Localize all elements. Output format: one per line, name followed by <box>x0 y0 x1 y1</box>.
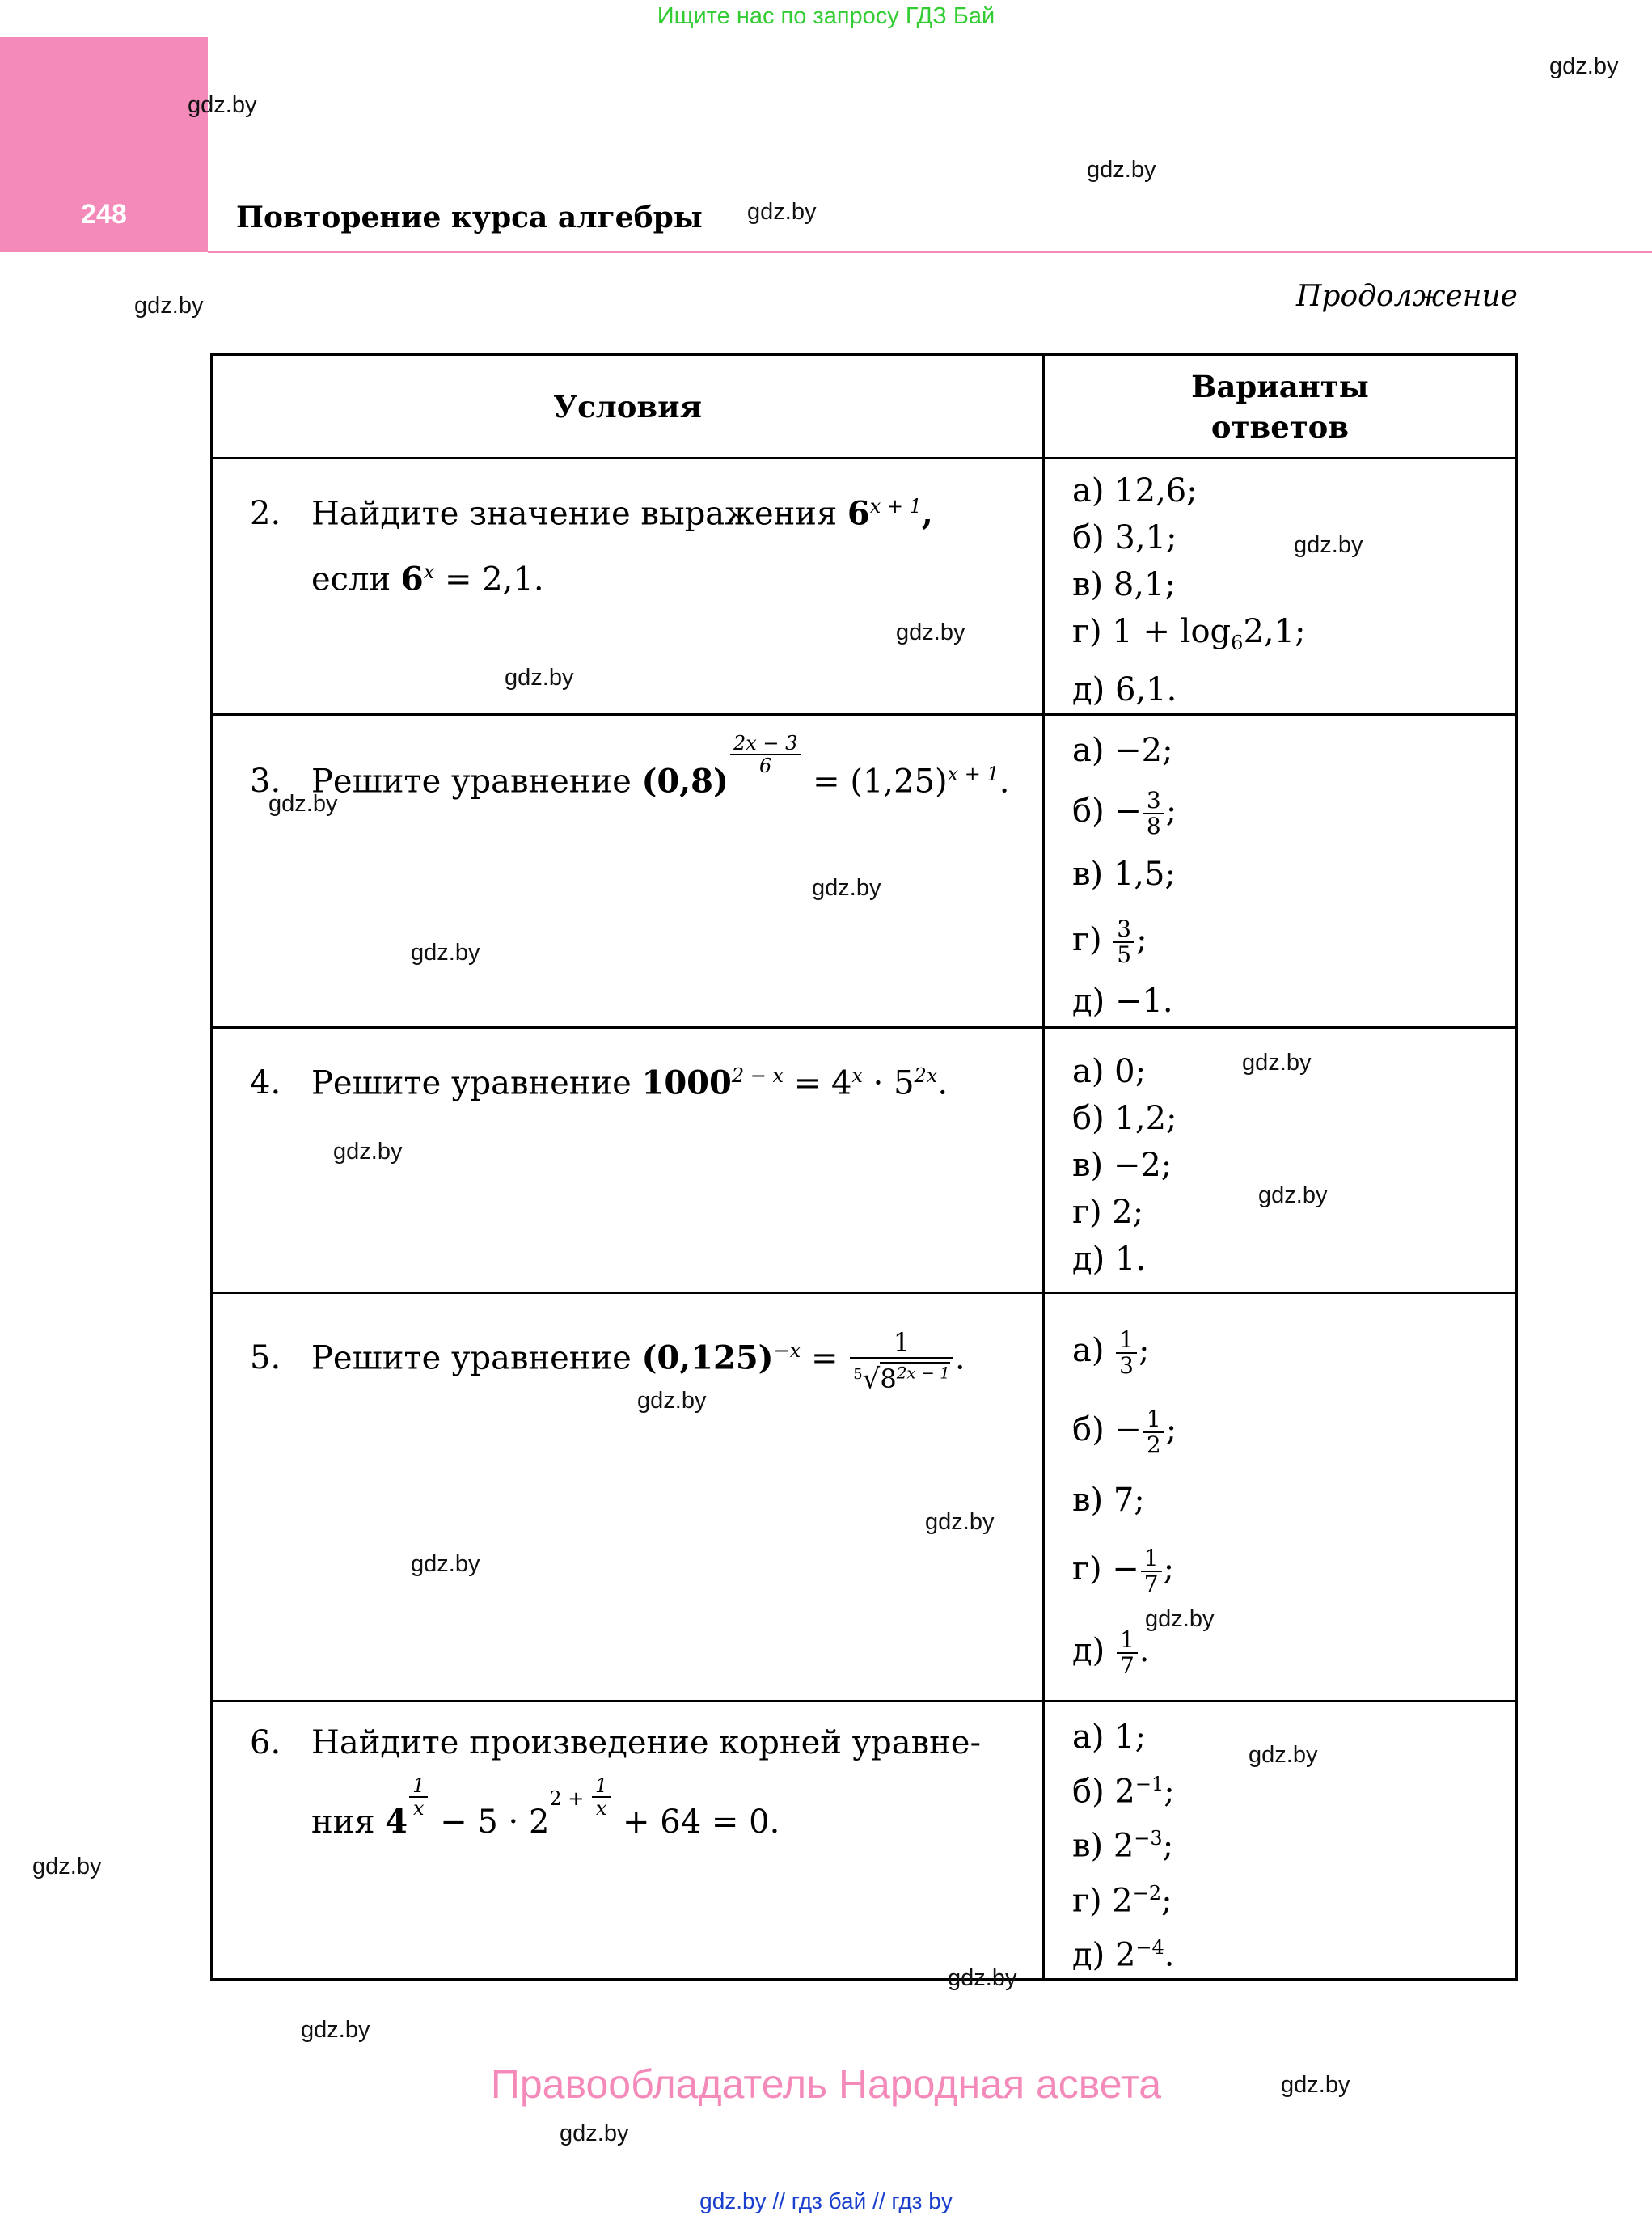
option-d-fraction <box>1117 1628 1138 1678</box>
task-text: Решите уравнение <box>311 1339 632 1377</box>
math-base: 4 <box>385 1803 408 1841</box>
task-3-condition <box>212 715 1044 1028</box>
option-v: в) 1,5; <box>1072 856 1176 893</box>
option-g-tail: 2,1; <box>1243 613 1306 650</box>
task-text: Найдите значение выражения <box>311 495 838 533</box>
option-g-fraction <box>1141 1546 1162 1596</box>
watermark: gdz.by <box>896 619 965 645</box>
option-d-tail: . <box>1139 1632 1150 1669</box>
fraction-numerator: 1 <box>409 1775 428 1798</box>
task-2-options <box>1044 459 1517 715</box>
math-base: 6 <box>400 560 424 598</box>
fraction-denominator: 3 <box>1119 1352 1134 1379</box>
continued-label: Продолжение <box>1296 280 1518 313</box>
option-v-exponent: −3 <box>1134 1827 1163 1850</box>
fraction-denominator: x <box>595 1797 607 1820</box>
math-exponent: x <box>851 1064 863 1087</box>
option-b-exponent: −1 <box>1134 1773 1164 1795</box>
task-5-options <box>1044 1293 1517 1702</box>
option-g-text: г) − <box>1072 1550 1139 1588</box>
task-2-condition <box>212 459 1044 715</box>
option-v-tail: ; <box>1162 1827 1174 1865</box>
watermark: gdz.by <box>411 1551 480 1577</box>
task-text: Решите уравнение <box>311 1064 632 1102</box>
option-b-tail: ; <box>1164 1773 1175 1811</box>
table-row <box>212 715 1517 1028</box>
option-g: г) 2; <box>1072 1194 1144 1231</box>
option-g-tail: ; <box>1163 1550 1175 1588</box>
option-d: д) 6,1. <box>1072 671 1177 708</box>
option-g <box>1072 608 1507 666</box>
watermark: gdz.by <box>32 1854 102 1879</box>
task-2-line2 <box>250 543 1026 608</box>
option-a <box>1072 1312 1507 1389</box>
math-rest: = <box>801 1339 849 1377</box>
math-exponent: 2 − x <box>731 1064 784 1087</box>
option-d-exponent: −4 <box>1135 1935 1164 1959</box>
math-base: 1000 <box>641 1063 732 1102</box>
option-b: б) 3,1; <box>1072 519 1177 556</box>
fraction-numerator: 1 <box>1143 1407 1164 1433</box>
log-base: 6 <box>1231 632 1244 654</box>
option-g-tail: ; <box>1161 1881 1172 1919</box>
option-d-tail: . <box>1164 1936 1175 1974</box>
tasks-table <box>210 353 1518 1981</box>
task-3-options <box>1044 715 1517 1028</box>
option-v <box>1072 1815 1507 1869</box>
fraction-denominator: 6 <box>759 755 772 778</box>
radicand-exponent: 2x − 1 <box>896 1363 950 1383</box>
math-exponent: x + 1 <box>947 763 999 785</box>
exponent-fraction <box>592 1775 611 1819</box>
punct: . <box>954 1339 965 1377</box>
option-g-text: г) 1 + log <box>1072 613 1232 650</box>
math-exponent: −x <box>773 1339 801 1362</box>
math-exponent: 2x <box>914 1064 938 1087</box>
math-base: 6 <box>847 494 870 533</box>
option-a: а) 12,6; <box>1072 472 1198 509</box>
watermark: gdz.by <box>333 1139 403 1165</box>
option-g-text: г) 2 <box>1072 1881 1133 1919</box>
fraction-denominator: 7 <box>1143 1571 1159 1597</box>
math-rest: − 5 · 2 <box>429 1803 550 1841</box>
fraction-numerator: 3 <box>1143 789 1164 814</box>
radicand-base: 8 <box>880 1364 897 1395</box>
fraction-numerator: 1 <box>1141 1546 1162 1572</box>
task-6-condition <box>212 1702 1044 1980</box>
fraction-denominator: 2 <box>1146 1431 1161 1458</box>
option-g-tail: ; <box>1136 921 1147 958</box>
watermark: gdz.by <box>1281 2072 1350 2098</box>
option-b <box>1072 1761 1507 1815</box>
watermark: gdz.by <box>134 293 204 319</box>
watermark: gdz.by <box>637 1388 707 1414</box>
option-g <box>1072 903 1507 976</box>
option-g-exponent: −2 <box>1132 1881 1162 1905</box>
header-answers-line2: ответов <box>1210 408 1350 445</box>
option-b: б) 1,2; <box>1072 1100 1177 1137</box>
option-b <box>1072 1389 1507 1470</box>
header-conditions: Условия <box>212 355 1044 459</box>
watermark: gdz.by <box>188 92 257 118</box>
option-g-text: г) <box>1072 921 1102 958</box>
radical-sign-icon: √ <box>862 1363 881 1396</box>
radicand <box>880 1362 950 1394</box>
watermark: gdz.by <box>1087 157 1156 183</box>
fraction-denominator: 5 <box>1117 941 1132 968</box>
punct: . <box>937 1064 949 1102</box>
task-number: 3. <box>250 763 281 801</box>
option-b-text: б) − <box>1072 793 1142 830</box>
watermark: gdz.by <box>1249 1742 1318 1768</box>
fraction-denominator <box>850 1359 953 1394</box>
option-a: а) −2; <box>1072 732 1173 769</box>
task-number: 4. <box>250 1064 281 1102</box>
punct: , <box>921 494 933 533</box>
task-number: 6. <box>250 1724 281 1761</box>
watermark: gdz.by <box>948 1965 1017 1991</box>
table-row <box>212 459 1517 715</box>
fraction-denominator: 8 <box>1146 813 1161 839</box>
math-rest: = 4 <box>784 1064 852 1102</box>
page-title: Повторение курса алгебры <box>236 201 703 235</box>
exponent-prefix: 2 + <box>549 1787 591 1810</box>
option-b-fraction <box>1143 1407 1164 1457</box>
table-row <box>212 1702 1517 1980</box>
table-row <box>212 1293 1517 1702</box>
watermark: gdz.by <box>560 2120 629 2146</box>
task-2-line1 <box>250 477 1026 543</box>
option-v: в) 8,1; <box>1072 566 1176 603</box>
option-a: а) 0; <box>1072 1053 1147 1090</box>
header-divider <box>208 251 1652 253</box>
task-text: ния <box>311 1803 375 1841</box>
option-d-text: д) <box>1072 1632 1105 1669</box>
header-answers-line1: Варианты <box>1191 368 1369 404</box>
option-d <box>1072 1924 1507 1978</box>
math-rest: = 2,1. <box>434 560 544 598</box>
math-rest: + 64 = 0. <box>612 1803 780 1841</box>
header-answers <box>1044 355 1517 459</box>
option-d: д) 1. <box>1072 1241 1147 1278</box>
option-g <box>1072 1530 1507 1608</box>
option-b-text: б) 2 <box>1072 1773 1135 1811</box>
bottom-links[interactable]: gdz.by // гдз бай // гдз by <box>699 2188 953 2213</box>
fraction-numerator: 1 <box>592 1775 611 1798</box>
punct: . <box>999 763 1010 801</box>
option-b-fraction <box>1143 789 1164 839</box>
page-number: 248 <box>81 199 127 230</box>
copyright-notice: Правообладатель Народная асвета <box>490 2061 1162 2107</box>
watermark: gdz.by <box>1549 53 1619 79</box>
top-banner[interactable]: Ищите нас по запросу ГДЗ Бай <box>657 3 995 29</box>
option-a-fraction <box>1116 1328 1137 1378</box>
root-fraction <box>850 1328 953 1394</box>
task-text: Решите уравнение <box>311 763 632 801</box>
watermark: gdz.by <box>1242 1050 1312 1076</box>
math-exponent: x + 1 <box>869 495 922 518</box>
watermark: gdz.by <box>747 199 817 225</box>
option-b-tail: ; <box>1165 793 1177 830</box>
option-b <box>1072 777 1507 845</box>
task-number: 2. <box>250 495 281 533</box>
exponent-fraction <box>730 733 801 776</box>
watermark: gdz.by <box>268 791 338 817</box>
fraction-denominator: x <box>412 1797 425 1820</box>
task-text: Найдите произведение корней уравне- <box>311 1724 981 1761</box>
table-header-row <box>212 355 1517 459</box>
option-d: д) −1. <box>1072 983 1173 1020</box>
fraction-denominator: 7 <box>1119 1652 1134 1679</box>
option-d-text: д) 2 <box>1072 1936 1136 1974</box>
option-v-text: в) 2 <box>1072 1827 1134 1865</box>
root-index: 5 <box>853 1365 863 1383</box>
math-exponent: x <box>423 560 435 584</box>
watermark: gdz.by <box>301 2017 370 2043</box>
watermark: gdz.by <box>505 665 574 691</box>
task-6-line1 <box>250 1714 1026 1772</box>
math-rest: · 5 <box>862 1064 915 1102</box>
fraction-numerator: 3 <box>1113 917 1134 943</box>
option-b-text: б) − <box>1072 1411 1142 1448</box>
option-d <box>1072 1608 1507 1693</box>
option-b-tail: ; <box>1165 1411 1177 1448</box>
math-base: (0,8) <box>641 762 729 801</box>
fraction-numerator: 1 <box>1117 1628 1138 1654</box>
watermark: gdz.by <box>411 940 480 966</box>
option-a: а) 1; <box>1072 1719 1147 1756</box>
watermark: gdz.by <box>812 875 881 901</box>
fraction-numerator: 1 <box>1116 1328 1137 1354</box>
math-base: (0,125) <box>641 1338 774 1377</box>
table-row <box>212 1028 1517 1293</box>
watermark: gdz.by <box>1258 1182 1328 1208</box>
task-text: если <box>311 560 391 598</box>
option-v: в) −2; <box>1072 1147 1172 1184</box>
task-5-condition <box>212 1293 1044 1702</box>
exponent-fraction <box>409 1775 428 1819</box>
fraction-numerator: 1 <box>850 1328 953 1359</box>
math-rest: = (1,25) <box>802 763 948 801</box>
fraction-numerator: 2x − 3 <box>730 733 801 755</box>
watermark: gdz.by <box>925 1509 995 1535</box>
option-v: в) 7; <box>1072 1482 1145 1519</box>
option-a-tail: ; <box>1139 1332 1150 1369</box>
task-6-line2 <box>250 1774 1026 1855</box>
watermark: gdz.by <box>1145 1606 1215 1632</box>
task-number: 5. <box>250 1339 281 1377</box>
option-g <box>1072 1870 1507 1924</box>
option-g-fraction <box>1113 917 1134 967</box>
option-a-text: а) <box>1072 1332 1105 1369</box>
watermark: gdz.by <box>1294 532 1363 558</box>
